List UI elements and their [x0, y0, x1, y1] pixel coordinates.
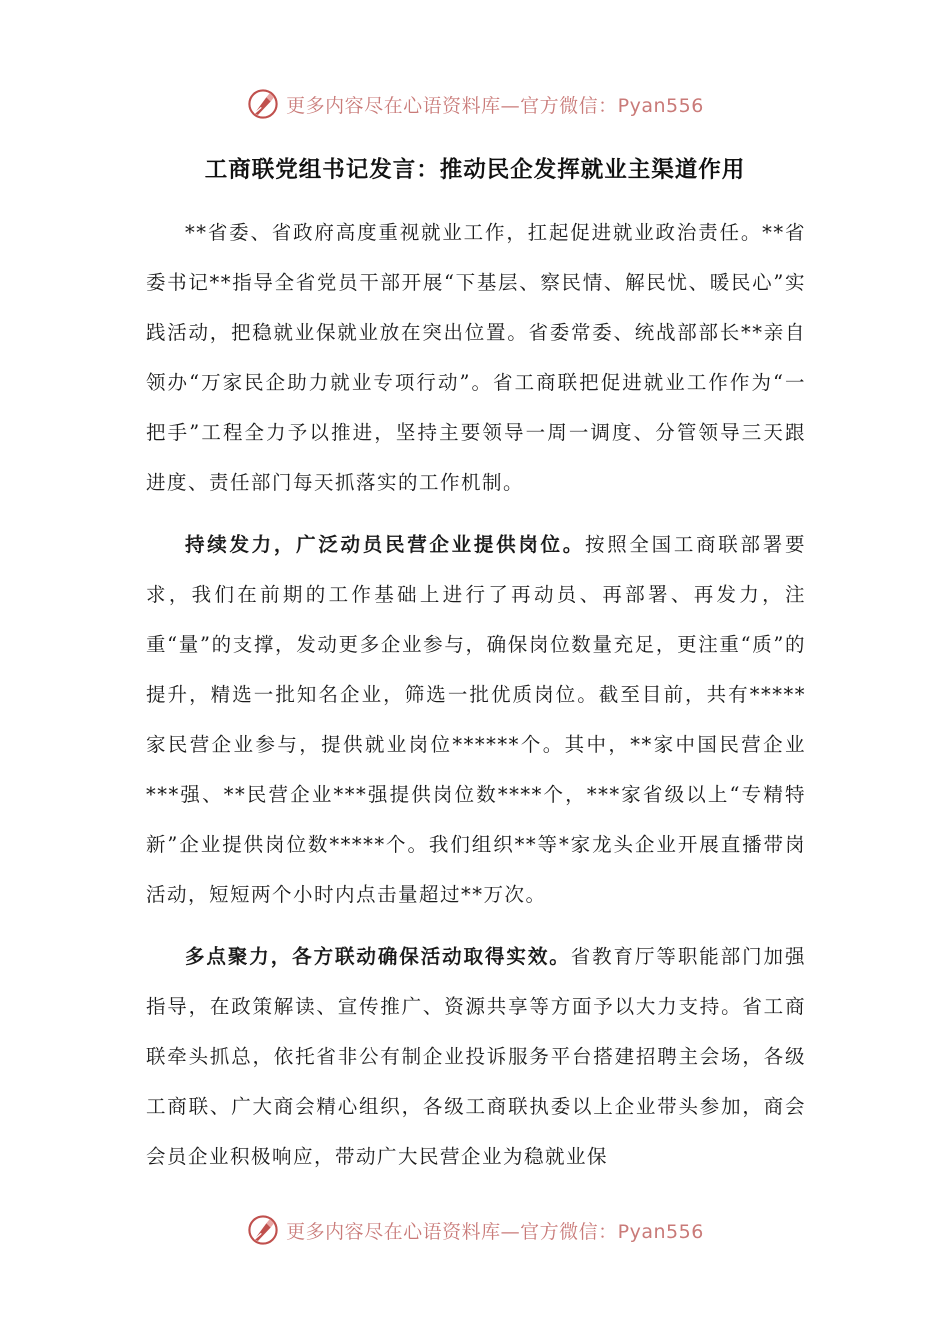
paragraph-1-text: **省委、省政府高度重视就业工作，扛起促进就业政治责任。**省委书记**指导全省党员干部开展“下基层、察民情、解民忧、暖民心”实践活动，把稳就业保就业放在突出位置。省委常委、统战部部长**亲自领办“万家民企助力就业专项行动”。省工商联把促进就业工作作为“一把手”工程全力予以推进，坚持主要领导一周一调度、分管领导三天跟进度、责任部门每天抓落实的工作机制。 — [146, 221, 806, 494]
paragraph-2-text: 按照全国工商联部署要求，我们在前期的工作基础上进行了再动员、再部署、再发力，注重“量”的支撑，发动更多企业参与，确保岗位数量充足，更注重“质”的提升，精选一批知名企业，筛选一批优质岗位。截至目前，共有*****家民营企业参与，提供就业岗位******个。其中，**家中国民营企业***强、**民营企业***强提供岗位数****个，***家省级以上“专精特新”企业提供岗位数*****个。我们组织**等*家龙头企业开展直播带岗活动，短短两个小时内点击量超过**万次。 — [146, 533, 806, 906]
header-watermark — [0, 82, 950, 126]
footer-watermark — [0, 1208, 950, 1252]
watermark-text: 更多内容尽在心语资料库—官方微信：Pyan556 — [286, 1220, 704, 1243]
document-title: 工商联党组书记发言：推动民企发挥就业主渠道作用 — [204, 157, 746, 183]
watermark-text: 更多内容尽在心语资料库—官方微信：Pyan556 — [286, 94, 704, 117]
paragraph-3 — [146, 932, 806, 1182]
document-body — [146, 208, 806, 1194]
paragraph-3-text: 省教育厅等职能部门加强指导，在政策解读、宣传推广、资源共享等方面予以大力支持。省工商联牵头抓总，依托省非公有制企业投诉服务平台搭建招聘主会场，各级工商联、广大商会精心组织，各级工商联执委以上企业带头参加，商会会员企业积极响应，带动广大民营企业为稳就业保 — [146, 945, 806, 1168]
pen-nib-logo-icon — [246, 87, 280, 121]
paragraph-3-heading: 多点聚力，各方联动确保活动取得实效。 — [185, 945, 571, 968]
paragraph-1 — [146, 208, 806, 508]
pen-nib-logo-icon — [246, 1213, 280, 1247]
paragraph-2 — [146, 520, 806, 920]
paragraph-2-heading: 持续发力，广泛动员民营企业提供岗位。 — [185, 533, 585, 556]
